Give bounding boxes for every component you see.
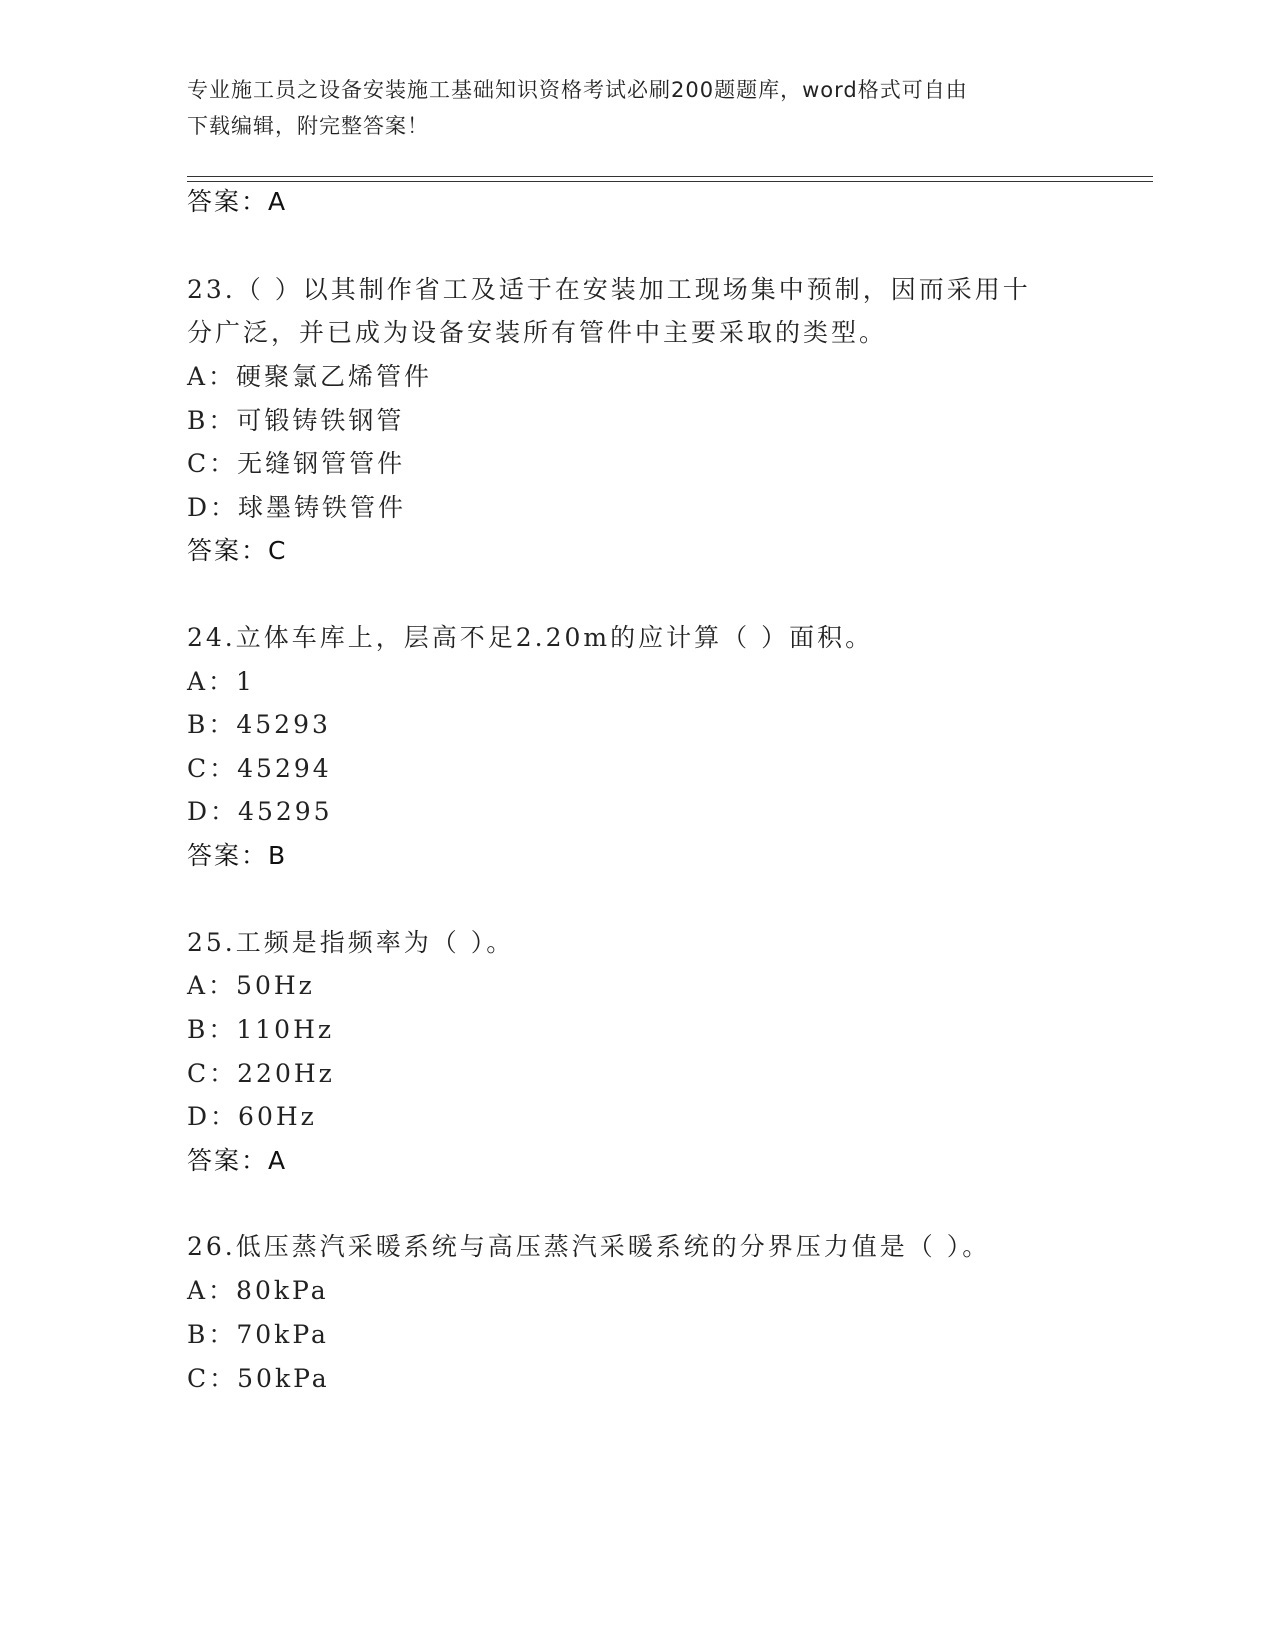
header-divider-bottom <box>187 181 1153 182</box>
question-23-option-b: B：可锻铸铁钢管 <box>187 406 405 435</box>
question-24-stem-line-1: 24.立体车库上，层高不足2.20m的应计算（ ）面积。 <box>187 623 874 652</box>
question-25-option-b: B：110Hz <box>187 1015 335 1044</box>
header-line-2: 下载编辑，附完整答案！ <box>187 114 429 138</box>
question-23-stem-line-2: 分广泛，并已成为设备安装所有管件中主要采取的类型。 <box>187 318 888 347</box>
question-26-option-b: B：70kPa <box>187 1320 329 1349</box>
question-24-option-b: B：45293 <box>187 710 331 739</box>
question-24-option-d: D：45295 <box>187 797 333 826</box>
question-23-answer: 答案：C <box>187 536 288 565</box>
question-25-answer: 答案：A <box>187 1146 288 1175</box>
header-line-1: 专业施工员之设备安装施工基础知识资格考试必刷200题题库，word格式可自由 <box>187 78 968 102</box>
question-26-stem-line-1: 26.低压蒸汽采暖系统与高压蒸汽采暖系统的分界压力值是（ ）。 <box>187 1232 991 1261</box>
question-24-answer: 答案：B <box>187 841 288 870</box>
previous-answer: 答案：A <box>187 187 288 216</box>
question-25-option-a: A：50Hz <box>187 971 315 1000</box>
question-26-option-c: C：50kPa <box>187 1364 330 1393</box>
question-24-option-c: C：45294 <box>187 754 332 783</box>
document-header <box>187 72 1087 144</box>
question-23-option-d: D：球墨铸铁管件 <box>187 493 407 522</box>
question-23-option-a: A：硬聚氯乙烯管件 <box>187 362 433 391</box>
question-25-option-c: C：220Hz <box>187 1059 335 1088</box>
question-25-stem-line-1: 25.工频是指频率为（ ）。 <box>187 928 515 957</box>
question-26-option-a: A：80kPa <box>187 1276 329 1305</box>
question-23-stem-line-1: 23.（ ）以其制作省工及适于在安装加工现场集中预制，因而采用十 <box>187 275 1031 304</box>
question-23-option-c: C：无缝钢管管件 <box>187 449 406 478</box>
question-24-option-a: A：1 <box>187 667 255 696</box>
header-divider-top <box>187 176 1153 177</box>
question-25-option-d: D：60Hz <box>187 1102 317 1131</box>
